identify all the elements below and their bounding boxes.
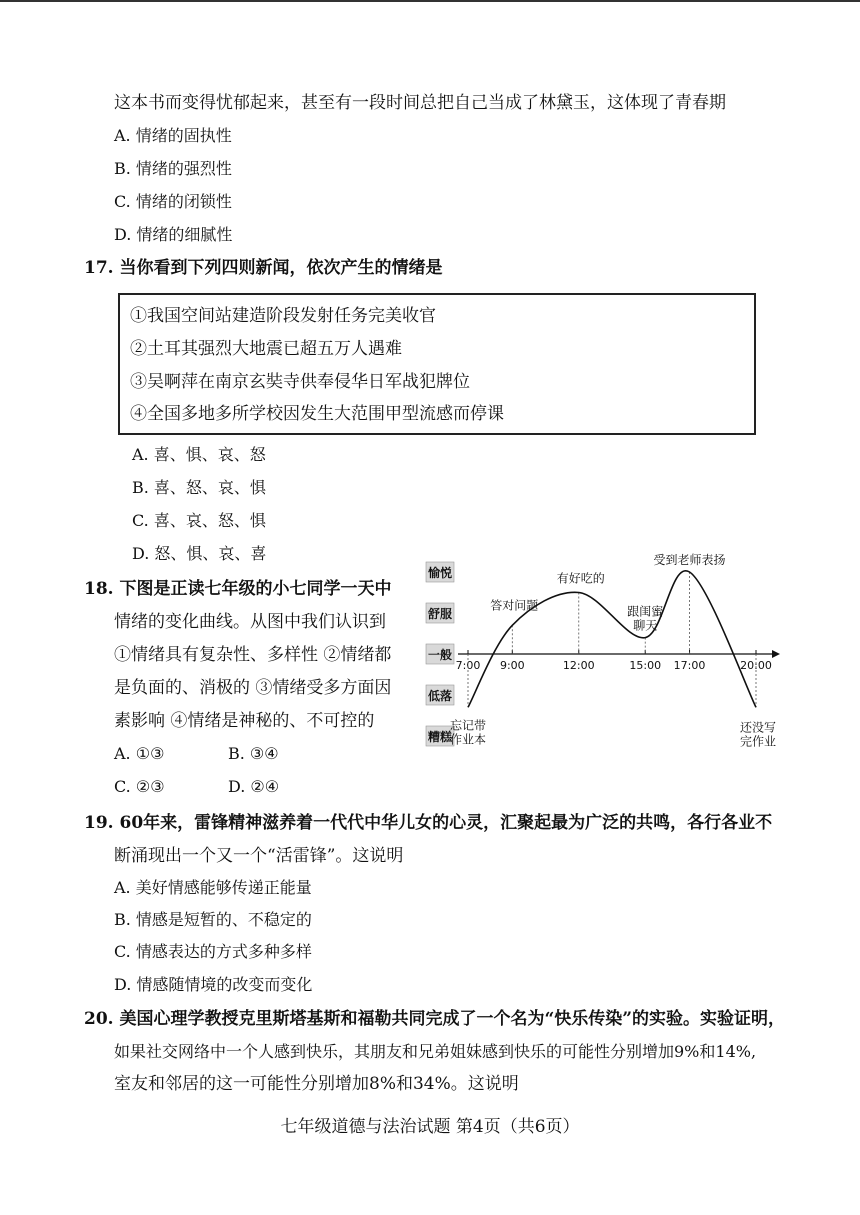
emotion-curve-chart xyxy=(420,540,780,755)
q17-news-4: ④全国多地多所学校因发生大范围甲型流感而停课 xyxy=(130,404,504,424)
q16-option-c: C. 情绪的闭锁性 xyxy=(114,192,232,211)
q18-line-5: 素影响 ④情绪是神秘的、不可控的 xyxy=(114,711,375,731)
q16-stem-tail: 这本书而变得忧郁起来，甚至有一段时间总把自己当成了林黛玉，这体现了青春期 xyxy=(114,93,726,113)
q16-option-a: A. 情绪的固执性 xyxy=(114,126,232,145)
page-footer: 七年级道德与法治试题 第4页（共6页） xyxy=(280,1117,580,1137)
annotation-0: 忘记带作业本 xyxy=(449,718,487,747)
q19-line-1: 19. 60年来，雷锋精神滋养着一代代中华儿女的心灵，汇聚起最为广泛的共鸣，各行各业不 xyxy=(84,813,773,833)
q17-option-d: D. 怒、惧、哀、喜 xyxy=(132,544,267,563)
level-label-2: 一般 xyxy=(427,648,453,662)
q17-option-c: C. 喜、哀、怒、惧 xyxy=(132,511,266,530)
q18-option-c: C. ②③ xyxy=(114,777,165,796)
q17-news-1: ①我国空间站建造阶段发射任务完美收官 xyxy=(130,306,436,326)
q19-option-c: C. 情感表达的方式多种多样 xyxy=(114,942,312,961)
x-axis-arrow xyxy=(772,650,780,658)
q17-news-3: ③吴啊萍在南京玄奘寺供奉侵华日军战犯牌位 xyxy=(130,372,470,392)
annotation-1: 答对问题 xyxy=(490,598,539,613)
level-label-0: 愉悦 xyxy=(427,566,453,580)
x-tick-label-1: 9:00 xyxy=(499,659,525,672)
q17-option-b: B. 喜、怒、哀、惧 xyxy=(132,478,266,497)
q17-stem: 17. 当你看到下列四则新闻，依次产生的情绪是 xyxy=(84,258,443,278)
x-tick-label-4: 17:00 xyxy=(673,659,706,672)
q19-option-d: D. 情感随情境的改变而变化 xyxy=(114,975,313,994)
x-tick-label-0: 7:00 xyxy=(455,659,481,672)
q16-option-b: B. 情绪的强烈性 xyxy=(114,159,232,178)
q19-line-2: 断涌现出一个又一个“活雷锋”。这说明 xyxy=(114,846,404,866)
q19-option-b: B. 情感是短暂的、不稳定的 xyxy=(114,910,312,929)
q17-news-2: ②土耳其强烈大地震已超五万人遇难 xyxy=(130,339,402,359)
q19-option-a: A. 美好情感能够传递正能量 xyxy=(114,878,312,897)
q18-line-2: 情绪的变化曲线。从图中我们认识到 xyxy=(114,612,386,632)
top-border-line xyxy=(0,0,860,2)
q18-line-1: 18. 下图是正读七年级的小七同学一天中 xyxy=(84,579,392,599)
q18-option-a: A. ①③ xyxy=(114,744,165,763)
q18-option-b: B. ③④ xyxy=(228,744,279,763)
level-label-4: 糟糕 xyxy=(427,730,453,744)
x-tick-label-2: 12:00 xyxy=(562,659,595,672)
q18-line-4: 是负面的、消极的 ③情绪受多方面因 xyxy=(114,678,392,698)
q20-line-3: 室友和邻居的这一可能性分别增加8%和34%。这说明 xyxy=(114,1074,519,1094)
annotation-5: 还没写完作业 xyxy=(739,720,777,749)
q18-option-d: D. ②④ xyxy=(228,777,280,796)
level-label-3: 低落 xyxy=(427,689,453,703)
annotation-2: 有好吃的 xyxy=(556,571,605,586)
q17-option-a: A. 喜、惧、哀、怒 xyxy=(132,445,266,464)
annotation-3: 跟闺蜜聊天 xyxy=(627,604,664,633)
annotation-4: 受到老师表扬 xyxy=(653,553,726,567)
x-tick-label-3: 15:00 xyxy=(629,659,662,672)
q20-line-2: 如果社交网络中一个人感到快乐，其朋友和兄弟姐妹感到快乐的可能性分别增加9%和14%, xyxy=(114,1042,757,1061)
x-tick-label-5: 20:00 xyxy=(740,659,772,672)
level-label-1: 舒服 xyxy=(427,607,453,621)
q16-option-d: D. 情绪的细腻性 xyxy=(114,225,233,244)
emotion-curve-line xyxy=(468,571,756,708)
q18-line-3: ①情绪具有复杂性、多样性 ②情绪都 xyxy=(114,645,392,665)
q20-line-1: 20. 美国心理学教授克里斯塔基斯和福勒共同完成了一个名为“快乐传染”的实验。实验证明， xyxy=(84,1009,786,1029)
q17-news-box xyxy=(118,293,756,435)
